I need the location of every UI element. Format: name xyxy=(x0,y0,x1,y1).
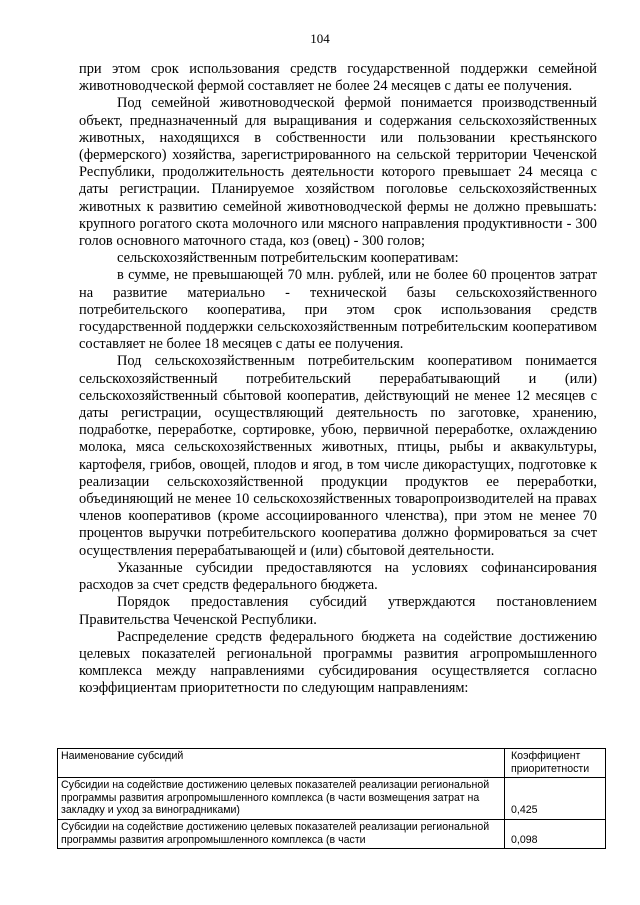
row-coefficient: 0,425 xyxy=(505,778,606,820)
header-coefficient: Коэффициент приоритетности xyxy=(505,749,606,778)
paragraph-8: Распределение средств федерального бюджета на содействие достижению целевых показателей региональной программы развития агропромышленного комплекса между направлениями субсидирования осуществляется согласно коэффициентам приоритетности по следующим направлениям: xyxy=(79,628,597,697)
row-subsidy-name: Субсидии на содействие достижению целевых показателей реализации региональной программы развития агропромышленного комплекса (в части xyxy=(58,819,505,848)
paragraph-5: Под сельскохозяйственным потребительским кооперативом понимается сельскохозяйственный потребительский перерабатывающий и (или) сельскохозяйственный сбытовой кооператив, действующий не менее 12 месяцев с даты регистрации, осуществляющий деятельность по заготовке, хранению, подработке, переработке, сортировке, убою, первичной переработке, охлаждению молока, мяса сельскохозяйственных животных, птицы, рыбы и аквакультуры, картофеля, грибов, овощей, плодов и ягод, в том числе дикорастущих, подготовке к реализации сельскохозяйственной продукции продуктов ее переработки, объединяющий не менее 10 сельскохозяйственных товаропроизводителей на правах членов кооперативов (кроме ассоциированного членства), при этом не менее 70 процентов выручки потребительского кооператива должно формироваться за счет осуществления перерабатывающей и (или) сбытовой деятельности. xyxy=(79,353,597,559)
paragraph-1: при этом срок использования средств государственной поддержки семейной животноводческой фермой составляет не более 24 месяцев с даты ее получения. xyxy=(79,61,597,95)
paragraph-3: сельскохозяйственным потребительским кооперативам: xyxy=(117,250,459,267)
paragraph-2: Под семейной животноводческой фермой понимается производственный объект, предназначенный для выращивания и содержания сельскохозяйственных животных, находящихся в собственности или пользовании крестьянского (фермерского) хозяйства, зарегистрированного на сельской территории Чеченской Республики, продолжительность деятельности которого превышает 24 месяца с даты регистрации. Планируемое хозяйством поголовье сельскохозяйственных животных к развитию семейной животноводческой фермы не должно превышать: крупного рогатого скота молочного или мясного направления продуктивности - 300 голов основного маточного стада, коз (овец) - 300 голов; xyxy=(79,95,597,250)
paragraph-6: Указанные субсидии предоставляются на условиях софинансирования расходов за счет средств федерального бюджета. xyxy=(79,559,597,594)
paragraph-4: в сумме, не превышающей 70 млн. рублей, или не более 60 процентов затрат на развитие материально - технической базы сельскохозяйственного потребительского кооператива, при этом срок использования средств государственной поддержки сельскохозяйственным потребительским кооперативом составляет не более 18 месяцев с даты ее получения. xyxy=(79,267,597,353)
table-header-row xyxy=(58,749,606,778)
row-coefficient: 0,098 xyxy=(505,819,606,848)
body-text xyxy=(79,61,597,698)
row-subsidy-name: Субсидии на содействие достижению целевых показателей реализации региональной программы развития агропромышленного комплекса (в части возмещения затрат на закладку и уход за виноградниками) xyxy=(58,778,505,820)
table-row xyxy=(58,778,606,820)
page-number: 104 xyxy=(310,31,330,46)
table-row xyxy=(58,819,606,848)
subsidy-coefficient-table xyxy=(57,748,606,849)
paragraph-7: Порядок предоставления субсидий утверждаются постановлением Правительства Чеченской Республики. xyxy=(79,594,597,628)
header-subsidy-name: Наименование субсидий xyxy=(58,749,505,778)
